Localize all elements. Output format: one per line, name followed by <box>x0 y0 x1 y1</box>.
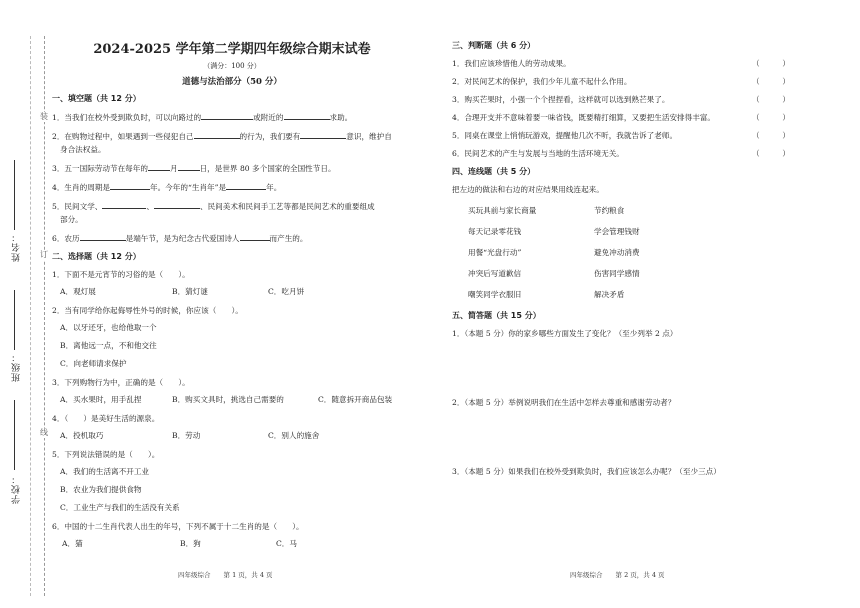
choice-question: 3．下列购物行为中，正确的是（ ）。 <box>52 378 190 387</box>
match-left-item[interactable]: 买玩具前与家长商量 <box>468 206 537 215</box>
match-left-item[interactable]: 用餐“光盘行动” <box>468 248 522 257</box>
match-heading: 四、连线题（共 5 分） <box>452 167 536 176</box>
match-row <box>468 226 812 237</box>
school-label: 学校： <box>12 474 22 504</box>
match-right-item[interactable]: 节约粮食 <box>594 206 625 215</box>
match-row <box>468 268 812 279</box>
essay-heading: 五、简答题（共 15 分） <box>452 311 541 320</box>
match-left-item[interactable]: 每天记录零花钱 <box>468 227 522 236</box>
choice-options <box>52 538 412 549</box>
option[interactable]: B．劳动 <box>172 431 201 440</box>
essay-question: 1．（本题 5 分）你的家乡哪些方面发生了变化？（至少列举 2 点） <box>452 329 678 338</box>
fill-question: 1．当我们在校外受到欺负时，可以向路过的 或附近的 求助。 <box>52 113 353 122</box>
option[interactable]: B．猜灯谜 <box>172 287 208 296</box>
option[interactable]: B．离他远一点，不和他交往 <box>60 341 157 350</box>
fill-question-cont: 部分。 <box>60 215 83 224</box>
judge-heading: 三、判断题（共 6 分） <box>452 41 536 50</box>
match-right-item[interactable]: 避免冲动消费 <box>594 248 640 257</box>
dashed-line-inner <box>30 36 31 596</box>
answer-blank[interactable] <box>240 232 270 241</box>
choice-question: 6．中国的十二生肖代表人出生的年号，下列不属于十二生肖的是（ ）。 <box>52 522 304 531</box>
page-footer-right: 四年级综合 第 2 页，共 4 页 <box>570 571 665 579</box>
judge-item: 4．合理开支并不意味着要一味省钱，既要精打细算，又要把生活安排得丰富。 （ ） <box>452 113 790 122</box>
match-right-item[interactable]: 伤害同学感情 <box>594 269 640 278</box>
answer-blank[interactable] <box>226 181 266 190</box>
answer-blank[interactable] <box>80 232 126 241</box>
right-column <box>452 38 812 477</box>
answer-blank[interactable] <box>178 162 200 171</box>
answer-paren[interactable]: （ ） <box>752 95 790 104</box>
match-right-item[interactable]: 学会管理钱财 <box>594 227 640 236</box>
binding-margin <box>0 0 48 608</box>
match-row <box>468 247 812 258</box>
option[interactable]: C．别人的施舍 <box>268 431 320 440</box>
option[interactable]: A．观灯展 <box>60 287 96 296</box>
match-intro: 把左边的做法和右边的对应结果用线连起来。 <box>452 185 604 194</box>
answer-blank[interactable] <box>300 130 346 139</box>
fill-question: 3．五一国际劳动节在每年的 月 日，是世界 80 多个国家的全国性节日。 <box>52 164 336 173</box>
name-line <box>14 160 15 230</box>
option[interactable]: B．狗 <box>180 539 201 548</box>
judge-item: 3．购买芒果时，小强一个个捏捏看，这样就可以选到熟芒果了。 （ ） <box>452 95 790 104</box>
choice-question: 2．当有同学给你起侮辱性外号的时候，你应该（ ）。 <box>52 306 243 315</box>
answer-blank[interactable] <box>194 130 240 139</box>
answer-blank[interactable] <box>110 181 150 190</box>
choice-question: 5．下列说法错误的是（ ）。 <box>52 450 160 459</box>
option[interactable]: B．购买文具时，挑选自己需要的 <box>172 395 284 404</box>
match-left-item[interactable]: 嘲笑同学衣服旧 <box>468 290 522 299</box>
option[interactable]: A．买水果时，用手乱捏 <box>60 395 142 404</box>
fill-question: 2．在购物过程中，如果遇到一些侵犯自己 的行为，我们要有 意识，维护自 <box>52 132 392 141</box>
answer-paren[interactable]: （ ） <box>752 149 790 158</box>
name-label: 姓名： <box>12 232 22 262</box>
option[interactable]: A．我们的生活离不开工业 <box>60 467 150 476</box>
part-title: 道德与法治部分（50 分） <box>182 77 282 87</box>
choice-options <box>52 430 412 441</box>
cut-mark: 线 <box>40 428 48 437</box>
answer-paren[interactable]: （ ） <box>752 131 790 140</box>
answer-blank[interactable] <box>148 162 170 171</box>
fill-question: 5．民间文学、 、 、民间美术和民间手工艺等都是民间艺术的重要组成 <box>52 202 375 211</box>
option[interactable]: C．向老师请求保护 <box>60 359 127 368</box>
answer-blank[interactable] <box>154 200 200 209</box>
cut-mark: 订 <box>40 250 48 259</box>
answer-paren[interactable]: （ ） <box>752 77 790 86</box>
essay-question: 2．（本题 5 分）举例说明我们在生活中怎样去尊重和感谢劳动者？ <box>452 398 676 407</box>
fill-question-cont: 身合法权益。 <box>60 145 106 154</box>
match-row <box>468 289 812 300</box>
option[interactable]: C．吃月饼 <box>268 287 305 296</box>
essay-question: 3．（本题 5 分）如果我们在校外受到欺负时，我们应该怎么办呢？（至少三点） <box>452 467 721 476</box>
option[interactable]: A．猫 <box>62 539 83 548</box>
match-left-item[interactable]: 冲突后写道歉信 <box>468 269 522 278</box>
answer-blank[interactable] <box>201 111 253 120</box>
fill-question: 4．生肖的周期是 年。今年的“生肖年”是 年。 <box>52 183 282 192</box>
answer-paren[interactable]: （ ） <box>752 113 790 122</box>
cut-mark: 装 <box>40 112 48 121</box>
match-right-item[interactable]: 解决矛盾 <box>594 290 625 299</box>
answer-blank[interactable] <box>284 111 330 120</box>
exam-title: 2024-2025 学年第二学期四年级综合期末试卷 <box>93 42 371 57</box>
match-row <box>468 205 812 216</box>
left-column <box>52 38 412 557</box>
choice-question: 4．（ ）是美好生活的源泉。 <box>52 414 160 423</box>
class-line <box>14 290 15 350</box>
class-label: 班级： <box>12 352 22 382</box>
option[interactable]: C．随意拆开商品包装 <box>318 395 393 404</box>
school-line <box>14 400 15 470</box>
fill-question: 6．农历 是端午节，是为纪念古代爱国诗人 而产生的。 <box>52 234 308 243</box>
judge-item: 2．对民间艺术的保护，我们少年儿童不起什么作用。 （ ） <box>452 77 790 86</box>
answer-blank[interactable] <box>102 200 146 209</box>
judge-item: 5．同桌在课堂上悄悄玩游戏，提醒他几次不听，我就告诉了老师。 （ ） <box>452 131 790 140</box>
judge-item: 6．民间艺术的产生与发展与当地的生活环境无关。 （ ） <box>452 149 790 158</box>
option[interactable]: A．以牙还牙，也给他取一个 <box>60 323 157 332</box>
choice-heading: 二、选择题（共 12 分） <box>52 252 141 261</box>
option[interactable]: B．农业为我们提供食物 <box>60 485 142 494</box>
page-footer-left: 四年级综合 第 1 页，共 4 页 <box>178 571 273 579</box>
choice-options <box>52 394 412 405</box>
option[interactable]: C．工业生产与我们的生活没有关系 <box>60 503 180 512</box>
choice-question: 1．下面不是元宵节的习俗的是（ ）。 <box>52 270 190 279</box>
option[interactable]: C．马 <box>276 539 297 548</box>
score-note: （满分：100 分） <box>203 62 261 70</box>
answer-paren[interactable]: （ ） <box>752 59 790 68</box>
fill-heading: 一、填空题（共 12 分） <box>52 94 141 103</box>
choice-options <box>52 286 412 297</box>
judge-item: 1．我们应该珍惜他人的劳动成果。 （ ） <box>452 59 790 68</box>
option[interactable]: A．投机取巧 <box>60 431 104 440</box>
